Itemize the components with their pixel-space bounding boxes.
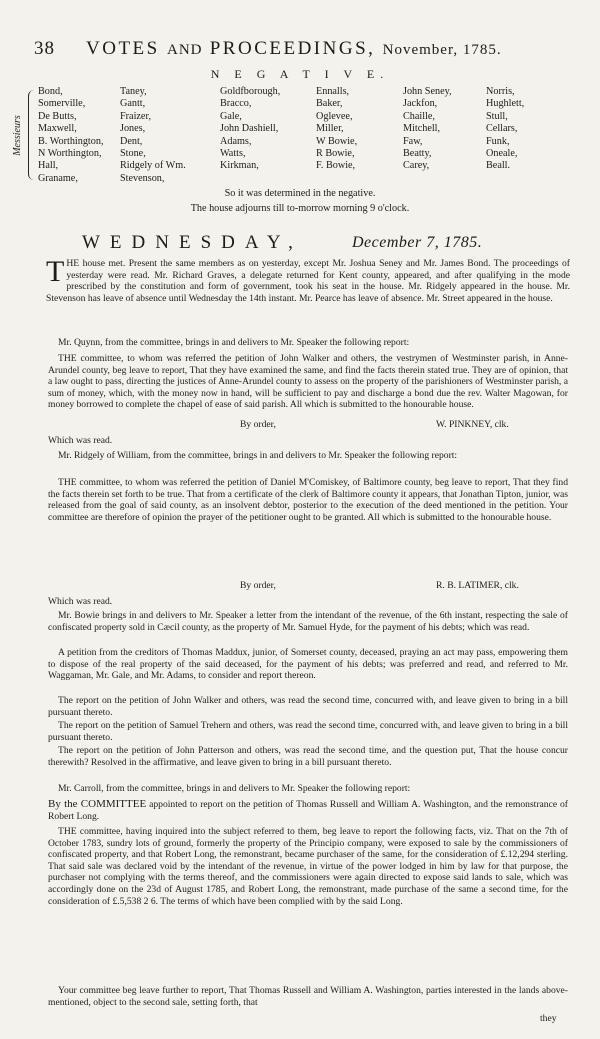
vote-column-5 bbox=[403, 86, 452, 173]
voter-name: Kirkman, bbox=[220, 160, 259, 172]
vote-column-3 bbox=[220, 86, 280, 173]
voter-name: Jones, bbox=[120, 123, 146, 135]
paragraph-trehern-second-reading: The report on the petition of Samuel Trehern and others, was read the second time, concurred with, and leave given to bring in a bill pursuant thereto. bbox=[48, 720, 568, 743]
report-russell-washington: THE committee, having inquired into the subject referred to them, beg leave to report the following facts, viz. That on the 7th of October 1783, sundry lots of ground, formerly the property of the Principio company, were exposed to sale by the commissioners of confiscated property, and that Robert Long, the remonstrant, became purchaser of the same, for the consideration of £.12,294 sterling. That said sale was declared void by the intendant of the revenue, in virtue of the power lodged in him by law for that purpose, the purchaser not complying with the terms thereof, and the commissioners were again directed to expose said lands to sale, which was accordingly done on the 23d of August 1785, and Robert Long, the remonstrant, made purchase of the same a second time, for the consideration of £.5,538 2 6. The terms of which have been complied with by the said Long. bbox=[48, 826, 568, 907]
page-header bbox=[30, 38, 575, 66]
voter-name: Faw, bbox=[403, 135, 423, 147]
voter-name: John Dashiell, bbox=[220, 123, 279, 135]
signature-clerk: R. B. LATIMER, clk. bbox=[436, 580, 519, 591]
paragraph-which-read: Which was read. bbox=[48, 596, 113, 607]
signature-clerk: W. PINKNEY, clk. bbox=[436, 419, 509, 430]
voter-name: Ridgely of Wm. bbox=[120, 160, 186, 172]
voter-name: Oglevee, bbox=[316, 110, 353, 122]
vote-column-1 bbox=[38, 86, 104, 185]
voter-name: Carey, bbox=[403, 160, 430, 172]
voter-name: Gantt, bbox=[120, 98, 146, 110]
vote-result: So it was determined in the negative. bbox=[224, 188, 376, 199]
paragraph-text: HE house met. Present the same members as on yesterday, except Mr. Joshua Seney and Mr. James Bond. The proceedings of yesterday were read. Mr. Richard Graves, a delegate returned for Kent county, appeared, and after qualifying in the mode prescribed by the constitution and form of government, took his seat in the house. Mr. Ridgely appeared in the house. Mr. Stevenson has leave of absence until Wednesday the 14th instant. Mr. Pearce has leave of absence. Mr. Street appeared in the house. bbox=[46, 258, 570, 304]
paragraph-maddux-petition: A petition from the creditors of Thomas Maddux, junior, of Somerset county, deceased, praying an act may pass, empowering them to dispose of the real property of the said deceased, for the payment of his debts; was preferred and read, and referred to Mr. Waggaman, Mr. Gale, and Mr. Adams, to consider and report thereon. bbox=[48, 647, 568, 682]
day-heading bbox=[30, 232, 575, 256]
voter-name: Graname, bbox=[38, 172, 78, 184]
voter-name: Hughlett, bbox=[486, 98, 525, 110]
negative-heading: N E G A T I V E. bbox=[210, 67, 390, 81]
voter-name: Beatty, bbox=[403, 148, 432, 160]
adjournment-notice: The house adjourns till to-morrow morning 9 o'clock. bbox=[190, 203, 410, 214]
voter-name: Watts, bbox=[220, 148, 246, 160]
paragraph-carroll-report: Mr. Carroll, from the committee, brings in and delivers to Mr. Speaker the following report: bbox=[58, 783, 411, 794]
signature-by-order: By order, bbox=[240, 419, 276, 430]
page-number: 38 bbox=[34, 38, 55, 59]
voter-name: F. Bowie, bbox=[316, 160, 356, 172]
voter-name: John Seney, bbox=[403, 86, 452, 97]
voter-name: Adams, bbox=[220, 135, 252, 147]
voter-name: Hall, bbox=[38, 160, 59, 172]
voter-name: R Bowie, bbox=[316, 148, 355, 160]
vote-brace bbox=[28, 90, 37, 180]
running-title bbox=[86, 38, 502, 60]
voter-name: De Butts, bbox=[38, 110, 77, 122]
voter-name: Bond, bbox=[38, 86, 63, 97]
title-votes: VOTES bbox=[86, 38, 160, 59]
voter-name: Stevenson, bbox=[120, 172, 165, 184]
paragraph-which-read: Which was read. bbox=[48, 435, 113, 446]
voter-name: Maxwell, bbox=[38, 123, 77, 135]
day-name: WEDNESDAY, bbox=[82, 232, 303, 253]
voter-name: Stone, bbox=[120, 148, 146, 160]
paragraph-quynn-report: Mr. Quynn, from the committee, brings in and delivers to Mr. Speaker the following report: bbox=[58, 337, 410, 348]
report-walker-petition: THE committee, to whom was referred the petition of John Walker and others, the vestrymen of Westminster parish, in Anne-Arundel county, beg leave to report, That they have examined the same, and find the facts therein stated true. They are of opinion, that a law ought to pass, directing the justices of Anne-Arundel county to assess on the property of the parishioners of Westminster parish, a sum of money, which, with the money now in hand, will be sufficient to pay and discharge a bond due the rev. Walter Magowan, for money borrowed to complete the chapel of ease of said parish. All which is submitted to the honourable house. bbox=[48, 353, 568, 411]
paragraph-bowie-letter: Mr. Bowie brings in and delivers to Mr. Speaker a letter from the intendant of the revenue, of the 6th instant, respecting the sale of confiscated property sold in Cæcil county, as the property of Mr. Samuel Hyde, for the payment of his debts; which was read. bbox=[48, 610, 568, 633]
voter-name: B. Worthington, bbox=[38, 135, 104, 147]
voter-name: Miller, bbox=[316, 123, 344, 135]
voter-name: Gale, bbox=[220, 110, 242, 122]
title-date: November, 1785. bbox=[382, 42, 502, 58]
vote-column-6 bbox=[486, 86, 524, 173]
messieurs-label: Messieurs bbox=[11, 114, 23, 156]
voter-name: Ennalls, bbox=[316, 86, 350, 97]
voter-name: N Worthington, bbox=[38, 148, 102, 160]
voter-name: Jackfon, bbox=[403, 98, 438, 110]
voter-name: Goldfborough, bbox=[220, 86, 281, 97]
paragraph-committee-further: Your committee beg leave further to report, That Thomas Russell and William A. Washington, parties interested in the lands above-mentioned, object to the second sale, setting forth, that bbox=[48, 985, 568, 1008]
voter-name: Stull, bbox=[486, 110, 508, 122]
voter-name: Norris, bbox=[486, 86, 515, 97]
voter-name: Taney, bbox=[120, 86, 147, 97]
paragraph-ridgely-report: Mr. Ridgely of William, from the committee, brings in and delivers to Mr. Speaker the following report: bbox=[58, 450, 458, 461]
committee-title: By the COMMITTEE bbox=[48, 798, 147, 810]
paragraph-walker-second-reading: The report on the petition of John Walker and others, was read the second time, concurred with, and leave given to bring in a bill pursuant thereto. bbox=[48, 695, 568, 718]
voter-name: Mitchell, bbox=[403, 123, 441, 135]
catchword: they bbox=[540, 1013, 557, 1024]
voter-name: Fraizer, bbox=[120, 110, 151, 122]
voter-name: Bracco, bbox=[220, 98, 252, 110]
report-mccomiskey-petition: THE committee, to whom was referred the petition of Daniel M'Comiskey, of Baltimore county, beg leave to report, That they find the facts therein set forth to be true. That from a certificate of the clerk of Baltimore county it appears, that Jonathan Tipton, junior, was released from the goal of said county, as an insolvent debtor, posterior to the execution of the deed mentioned in the petition. Your committee are therefore of opinion the prayer of the petitioner ought to be granted. All which is submitted to the honourable house. bbox=[48, 477, 569, 523]
day-date: December 7, 1785. bbox=[352, 234, 483, 251]
committee-heading: By the COMMITTEE appointed to report on the petition of Thomas Russell and William A. Washington, and the remonstrance of Robert Long. bbox=[48, 798, 569, 822]
title-proceedings: PROCEEDINGS, bbox=[209, 38, 376, 59]
voter-name: Chaille, bbox=[403, 110, 435, 122]
vote-column-4 bbox=[316, 86, 357, 173]
voter-name: Dent, bbox=[120, 135, 143, 147]
voter-name: Somerville, bbox=[38, 98, 86, 110]
signature-by-order: By order, bbox=[240, 580, 276, 591]
vote-column-2 bbox=[120, 86, 186, 185]
voter-name: Beall. bbox=[486, 160, 511, 172]
voter-name: Baker, bbox=[316, 98, 343, 110]
voter-name: Funk, bbox=[486, 135, 510, 147]
title-and: AND bbox=[166, 42, 203, 58]
paragraph-house-met bbox=[46, 255, 570, 304]
negative-vote-list bbox=[38, 86, 578, 196]
drop-cap: T bbox=[46, 255, 65, 288]
voter-name: Cellars, bbox=[486, 123, 518, 135]
voter-name: Oneale, bbox=[486, 148, 518, 160]
paragraph-patterson-second-reading: The report on the petition of John Patterson and others, was read the second time, and the question put, That the house concur therewith? Resolved in the affirmative, and leave given to bring in a bill pursuant thereto. bbox=[48, 745, 568, 768]
voter-name: W Bowie, bbox=[316, 135, 358, 147]
